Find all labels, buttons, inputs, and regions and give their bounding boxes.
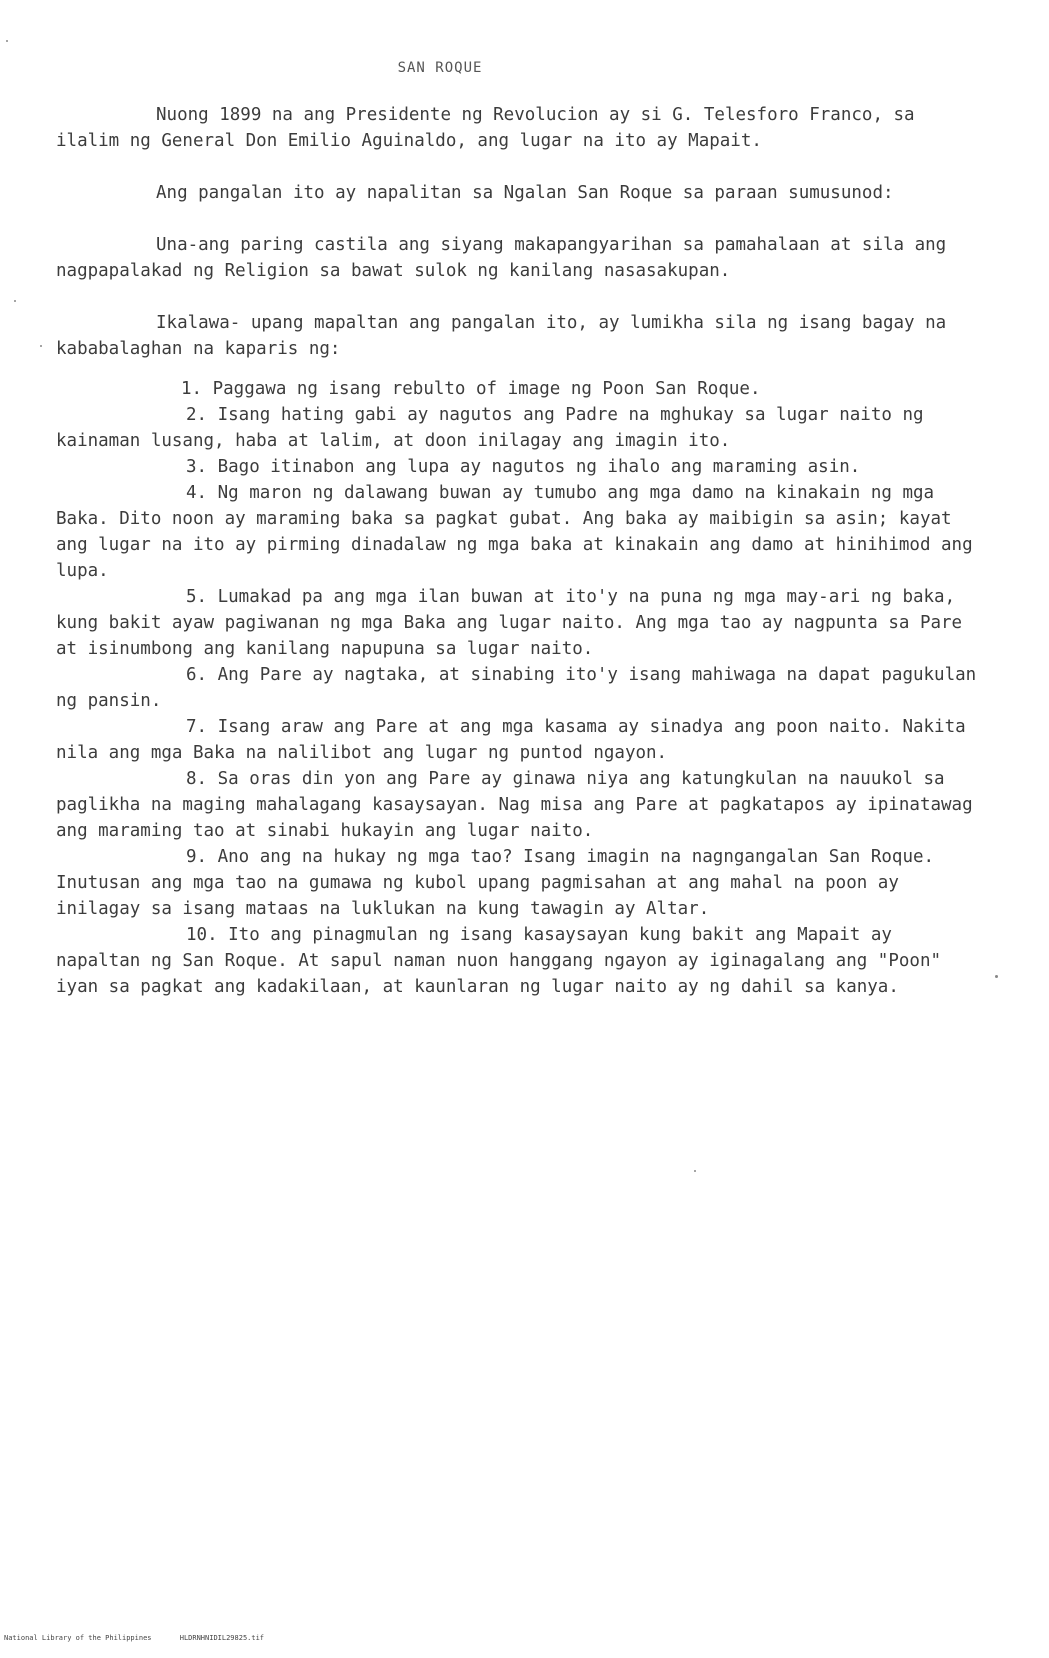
paragraph-una: Una-ang paring castila ang siyang makapangyarihan sa pamahalaan at sila ang nagpapalakad ng Religion sa bawat sulok ng kanilang nasasakupan.	[56, 235, 947, 281]
list-item: 9. Ano ang na hukay ng mga tao? Isang imagin na nagngangalan San Roque. Inutusan ang mga tao na gumawa ng kubol upang pagmisahan at ang mahal na poon ay inilagay sa isang mataas na luklukan na kung tawagin ay Altar.	[56, 847, 935, 919]
file-name: HLDRNHNIDIL29825.tif	[179, 1634, 265, 1642]
page-title: SAN ROQUE	[397, 60, 483, 76]
list-item: 8. Sa oras din yon ang Pare ay ginawa niya ang katungkulan na nauukol sa paglikha na maging mahalagang kasaysayan. Nag misa ang Pare at pagkatapos ay ipinatawag ang maraming tao at sinabi hukayin ang lugar naito.	[56, 769, 973, 841]
document-body	[56, 102, 986, 1000]
scan-speck	[694, 1170, 696, 1172]
list-item: 7. Isang araw ang Pare at ang mga kasama ay sinadya ang poon naito. Nakita nila ang mga Baka na nalilibot ang lugar ng puntod ngayon.	[56, 717, 966, 763]
list-item: 5. Lumakad pa ang mga ilan buwan at ito'y na puna ng mga may-ari ng baka, kung bakit ayaw pagiwanan ng mga Baka ang lugar naito. Ang mga tao ay nagpunta sa Pare at isinumbong ang kanilang napupuna sa lugar naito.	[56, 587, 963, 659]
list-item: 4. Ng maron ng dalawang buwan ay tumubo ang mga damo na kinakain ng mga Baka. Dito noon ay maraming baka sa pagkat gubat. Ang baka ay maibigin sa asin; kayat ang lugar na ito ay pirming dinadalaw ng mga baka at kinakain ang damo at hinihimod ang lupa.	[56, 483, 973, 581]
paragraph-name-change: Ang pangalan ito ay napalitan sa Ngalan San Roque sa paraan sumusunod:	[156, 183, 894, 203]
scan-speck	[6, 40, 8, 42]
paragraph-ikalawa: Ikalawa- upang mapaltan ang pangalan ito, ay lumikha sila ng isang bagay na kababalaghan na kaparis ng:	[56, 313, 947, 359]
list-item: 10. Ito ang pinagmulan ng isang kasaysayan kung bakit ang Mapait ay napaltan ng San Roque. At sapul naman nuon hanggang ngayon ay iginagalang ang "Poon" iyan sa pagkat ang kadakilaan, at kaunlaran ng lugar naito ay ng dahil sa kanya.	[56, 925, 942, 997]
scan-footer	[4, 1634, 604, 1642]
scan-speck	[995, 975, 998, 978]
list-item: 1. Paggawa ng isang rebulto of image ng Poon San Roque.	[181, 379, 761, 399]
list-item: 6. Ang Pare ay nagtaka, at sinabing ito'y isang mahiwaga na dapat pagukulan ng pansin.	[56, 665, 977, 711]
scan-speck	[40, 345, 42, 347]
paragraph-intro: Nuong 1899 na ang Presidente ng Revolucion ay si G. Telesforo Franco, sa ilalim ng General Don Emilio Aguinaldo, ang lugar na ito ay Mapait.	[56, 105, 915, 151]
list-item: 2. Isang hating gabi ay nagutos ang Padre na mghukay sa lugar naito ng kainaman lusang, haba at lalim, at doon inilagay ang imagin ito.	[56, 405, 924, 451]
library-name: National Library of the Philippines	[4, 1634, 152, 1642]
list-item: 3. Bago itinabon ang lupa ay nagutos ng ihalo ang maraming asin.	[186, 457, 861, 477]
scan-speck	[14, 300, 16, 302]
